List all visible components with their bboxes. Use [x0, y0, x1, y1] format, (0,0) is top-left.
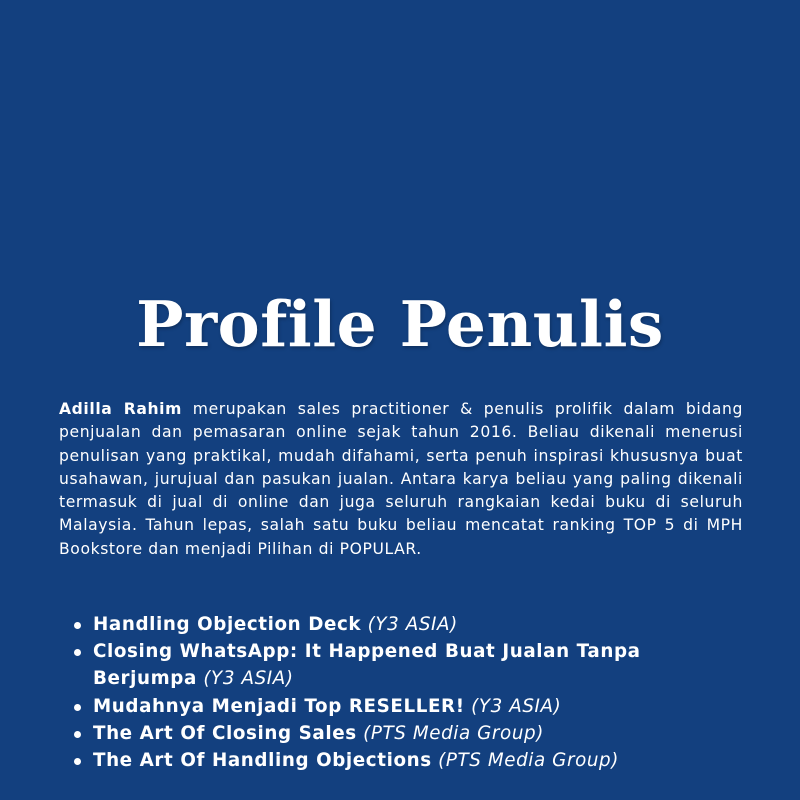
book-title: Handling Objection Deck: [93, 614, 362, 635]
book-item: [72, 611, 672, 638]
book-title: The Art Of Closing Sales: [93, 722, 357, 744]
author-name: Adilla Rahim: [59, 400, 182, 418]
bullet-icon: [74, 622, 81, 629]
book-list: [72, 611, 672, 774]
book-publisher: (Y3 ASIA): [367, 614, 458, 635]
book-item: [72, 747, 672, 774]
book-publisher: (Y3 ASIA): [203, 668, 294, 690]
book-item: [72, 638, 672, 692]
book-item: [72, 693, 672, 720]
bullet-icon: [74, 649, 81, 656]
book-title: Mudahnya Menjadi Top RESELLER!: [93, 695, 465, 717]
book-item: [72, 720, 672, 747]
bio-text: merupakan sales practitioner & penulis prolifik dalam bidang penjualan dan pemasaran online sejak tahun 2016. Beliau dikenali menerusi penulisan yang praktikal, mudah difahami, serta penuh inspirasi khususnya buat usahawan, jurujual dan pasukan jualan. Antara karya beliau yang paling dikenali termasuk di jual di online dan juga seluruh rangkaian kedai buku di seluruh Malaysia. Tahun lepas, salah satu buku beliau mencatat ranking TOP 5 di MPH Bookstore dan menjadi Pilihan di POPULAR.: [59, 400, 743, 558]
book-title: The Art Of Handling Objections: [93, 750, 432, 772]
book-publisher: (PTS Media Group): [438, 750, 619, 772]
bullet-icon: [74, 704, 81, 711]
book-publisher: (PTS Media Group): [363, 722, 544, 744]
author-bio: [59, 398, 743, 561]
bullet-icon: [74, 731, 81, 738]
page-title: Profile Penulis: [136, 287, 664, 361]
book-publisher: (Y3 ASIA): [471, 695, 562, 717]
book-title: Closing WhatsApp: It Happened Buat Jualan Tanpa Berjumpa: [93, 641, 641, 690]
bullet-icon: [74, 758, 81, 765]
